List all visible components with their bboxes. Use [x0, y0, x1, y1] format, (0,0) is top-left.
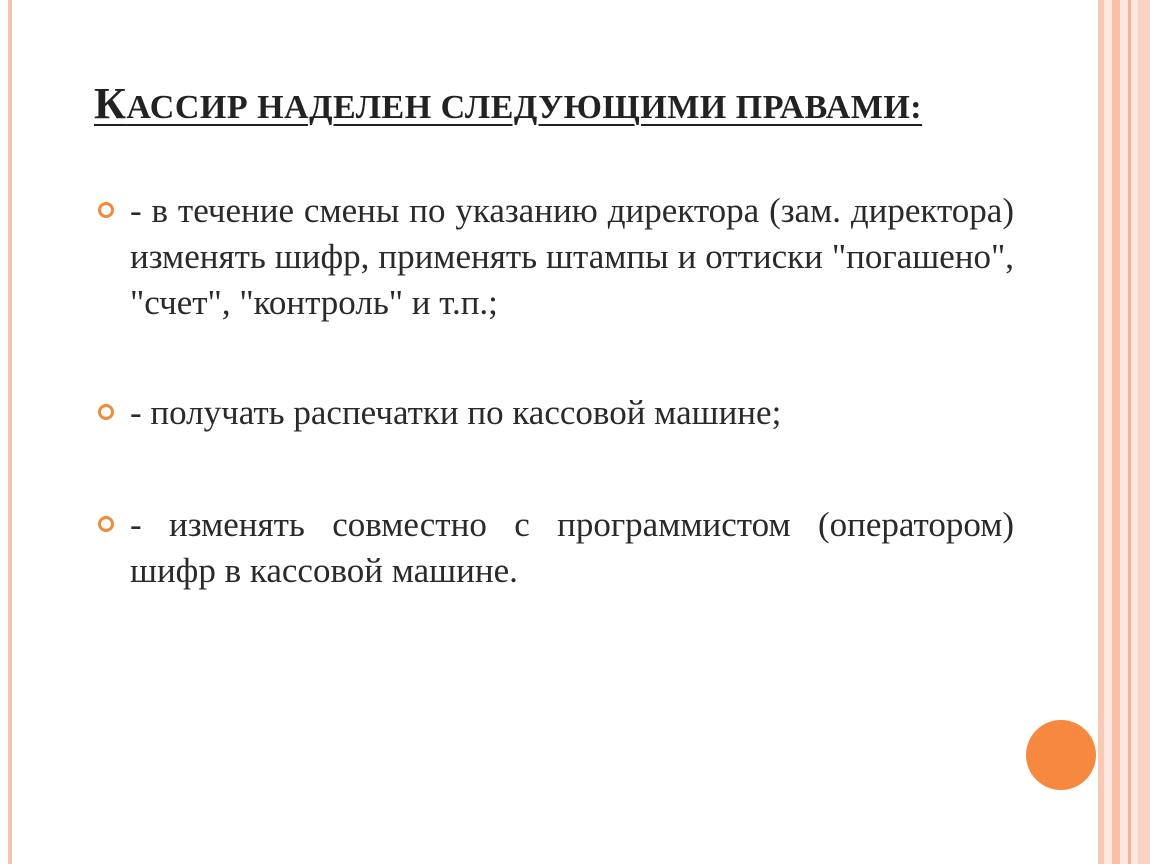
ring-bullet-icon: [98, 516, 114, 532]
list-item: [96, 390, 1014, 436]
stripe: [1128, 0, 1131, 864]
right-decorative-stripes: [1098, 0, 1150, 864]
list-item-text: - в течение смены по указанию директора (зам. директора) изменять шифр, применять штампы и оттиски "погашено", "счет", "контроль" и т.п.;: [130, 191, 1014, 322]
title-initial: К: [94, 79, 127, 128]
ring-bullet-icon: [98, 202, 114, 218]
title-rest: АССИР НАДЕЛЕН СЛЕДУЮЩИМИ ПРАВАМИ:: [126, 89, 923, 126]
left-frame-line: [8, 0, 12, 864]
slide-title: [94, 78, 922, 129]
decorative-orange-circle: [1026, 720, 1096, 790]
list-item: [96, 502, 1014, 594]
bullet-list: [96, 188, 1014, 594]
list-item-text: - получать распечатки по кассовой машине;: [130, 393, 782, 432]
list-item-text: - изменять совместно с программистом (оператором) шифр в кассовой машине.: [130, 505, 1014, 590]
stripe: [1138, 0, 1150, 864]
list-item: [96, 188, 1014, 326]
stripe: [1112, 0, 1120, 864]
stripe: [1098, 0, 1104, 864]
ring-bullet-icon: [98, 404, 114, 420]
